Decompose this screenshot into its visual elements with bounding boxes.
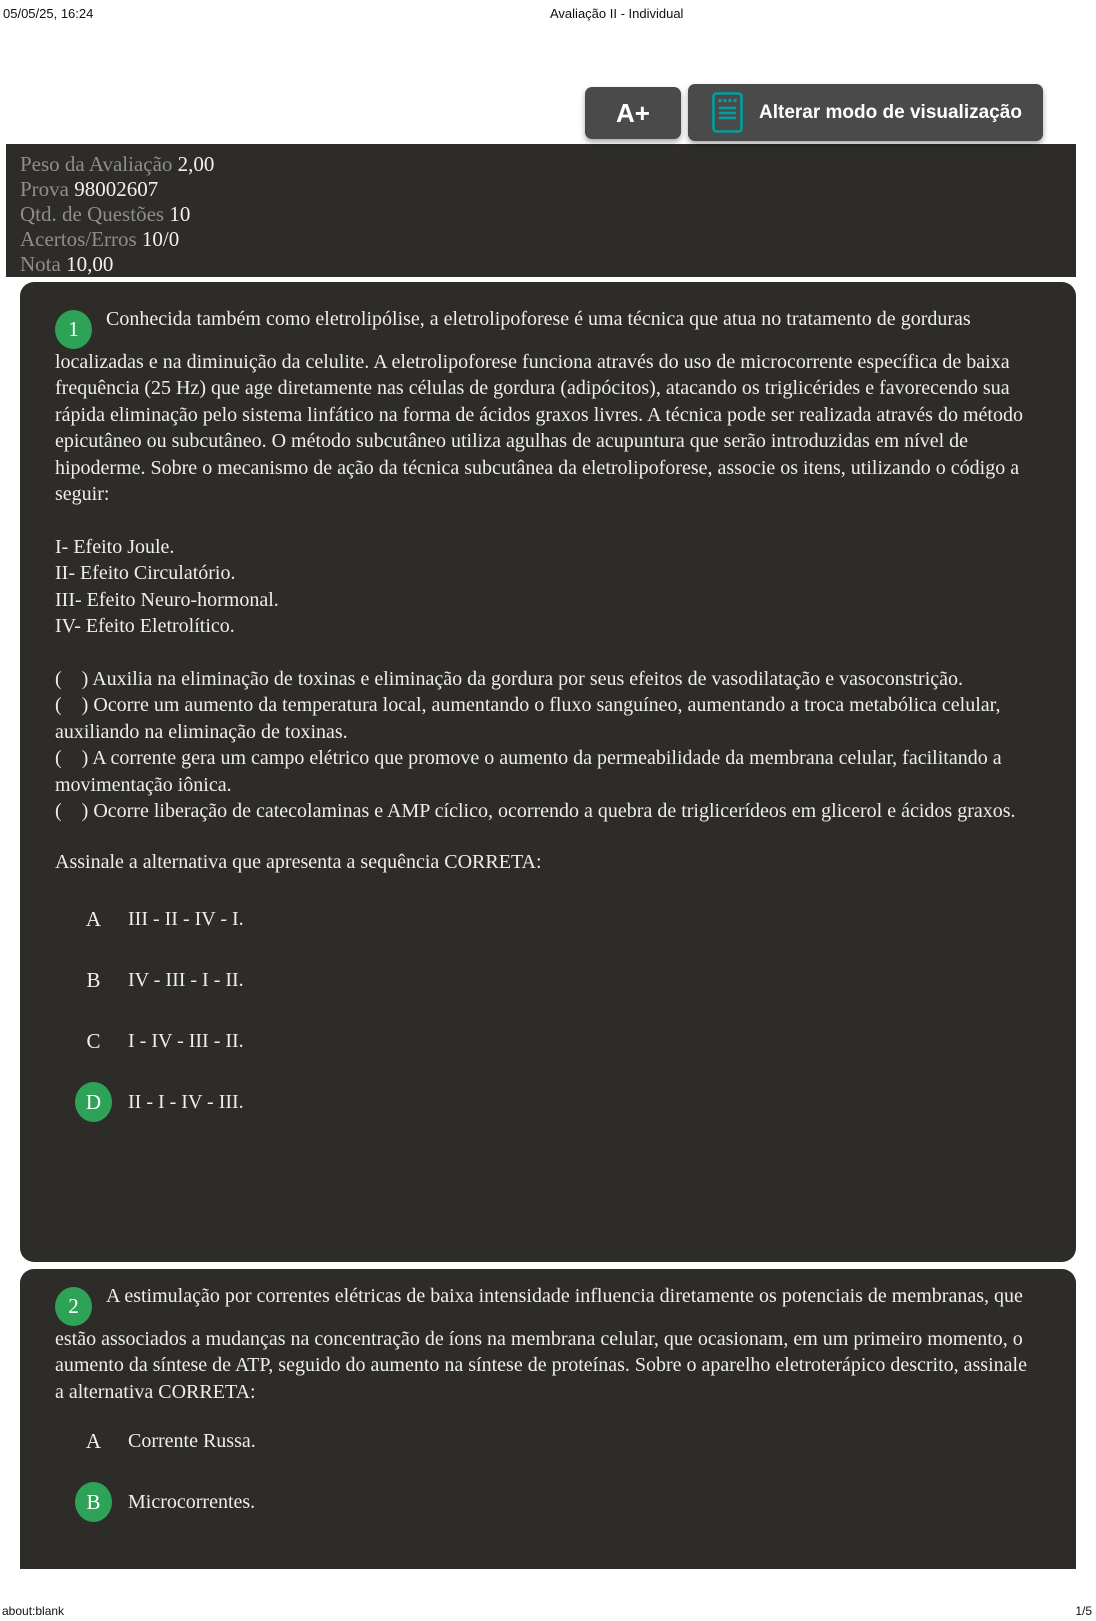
option-letter-badge: A [85, 1429, 102, 1453]
summary-value: 10/0 [141, 227, 180, 251]
exam-summary [6, 144, 1076, 277]
question-1-code-items [55, 534, 1038, 640]
option-row-b-selected[interactable] [75, 1482, 1038, 1522]
summary-row [20, 152, 1062, 177]
print-footer-url: about:blank [2, 1604, 65, 1618]
summary-label: Peso da Avaliação [20, 152, 173, 176]
summary-value: 2,00 [177, 152, 215, 176]
option-letter-badge-selected: D [75, 1082, 112, 1122]
question-2-text [55, 1283, 1038, 1405]
option-text: I - IV - III - II. [128, 1030, 244, 1052]
question-number-badge: 1 [55, 310, 92, 349]
match-item: ( ) Ocorre um aumento da temperatura local, aumentando o fluxo sanguíneo, aumentando a troca metabólica celular, auxiliando na eliminação de toxinas. [55, 694, 1006, 743]
option-text: Corrente Russa. [128, 1430, 256, 1452]
question-2-options [75, 1421, 1038, 1522]
summary-row [20, 202, 1062, 227]
match-item: ( ) Ocorre liberação de catecolaminas e AMP cíclico, ocorrendo a quebra de triglicerídeos em glicerol e ácidos graxos. [55, 800, 1016, 823]
question-text-content: A estimulação por correntes elétricas de baixa intensidade influencia diretamente os potenciais de membranas, que estão associados a mudanças na concentração de íons na membrana celular, que ocasionam, em um primeiro momento, o aumento da síntese de ATP, seguido do aumento na síntese de proteínas. Sobre o aparelho eletroterápico descrito, assinale a alternativa CORRETA: [55, 1285, 1027, 1403]
code-item: II- Efeito Circulatório. [55, 562, 236, 585]
page-title: Avaliação II - Individual [550, 6, 684, 21]
summary-row [20, 227, 1062, 252]
question-1-match-items [55, 666, 1038, 825]
view-mode-button-label: Alterar modo de visualização [759, 101, 1022, 123]
summary-value: 98002607 [74, 177, 159, 201]
option-letter-badge: C [86, 1029, 101, 1053]
option-letter-badge: B [86, 968, 101, 992]
option-text: IV - III - I - II. [128, 969, 244, 991]
print-datetime: 05/05/25, 16:24 [3, 6, 94, 21]
option-row-a[interactable] [75, 1421, 1038, 1461]
toolbar [0, 0, 1096, 144]
summary-label: Prova [20, 177, 69, 201]
question-1-text [55, 306, 1038, 508]
option-row-b[interactable] [75, 960, 1038, 1000]
summary-row [20, 177, 1062, 202]
question-1-prompt: Assinale a alternativa que apresenta a sequência CORRETA: [55, 850, 542, 873]
option-letter-badge: A [85, 907, 102, 931]
summary-label: Acertos/Erros [20, 227, 137, 251]
option-text: III - II - IV - I. [128, 908, 244, 930]
print-footer [0, 1597, 1096, 1621]
match-item: ( ) Auxilia na eliminação de toxinas e eliminação da gordura por seus efeitos de vasodilatação e vasoconstrição. [55, 667, 964, 690]
summary-value: 10 [169, 202, 191, 226]
code-item: IV- Efeito Eletrolítico. [55, 615, 235, 638]
code-item: III- Efeito Neuro-hormonal. [55, 588, 279, 611]
view-mode-button[interactable] [688, 84, 1043, 141]
option-letter-badge-selected: B [75, 1482, 112, 1522]
summary-value: 10,00 [66, 252, 114, 276]
question-number-badge: 2 [55, 1287, 92, 1326]
question-card-1 [20, 282, 1076, 1262]
option-text: II - I - IV - III. [128, 1091, 244, 1113]
option-row-d-selected[interactable] [75, 1082, 1038, 1122]
option-row-a[interactable] [75, 899, 1038, 939]
reader-mode-icon [712, 92, 743, 133]
question-text-content: Conhecida também como eletrolipólise, a eletrolipoforese é uma técnica que atua no tratamento de gorduras localizadas e na diminuição da celulite. A eletrolipoforese funciona através do uso de microcorrente específica de baixa frequência (25 Hz) que age diretamente nas células de gordura (adipócitos), atacando os triglicérides e favorecendo sua rápida eliminação pelo sistema linfático na forma de ácidos graxos livres. A técnica pode ser realizada através do método epicutâneo ou subcutâneo. O método subcutâneo utiliza agulhas de acupuntura que serão introduzidas em nível de hipoderme. Sobre o mecanismo de ação da técnica subcutânea da eletrolipoforese, associe os itens, utilizando o código a seguir: [55, 308, 1023, 506]
print-footer-page: 1/5 [1075, 1604, 1092, 1618]
code-item: I- Efeito Joule. [55, 535, 175, 558]
font-size-button[interactable]: A+ [585, 87, 681, 139]
summary-row [20, 252, 1062, 277]
match-item: ( ) A corrente gera um campo elétrico que promove o aumento da permeabilidade da membrana celular, facilitando a movimentação iônica. [55, 747, 1007, 796]
option-text: Microcorrentes. [128, 1491, 256, 1513]
option-row-c[interactable] [75, 1021, 1038, 1061]
summary-label: Nota [20, 252, 61, 276]
question-card-2 [20, 1269, 1076, 1569]
question-1-options [75, 899, 1038, 1122]
summary-label: Qtd. de Questões [20, 202, 165, 226]
